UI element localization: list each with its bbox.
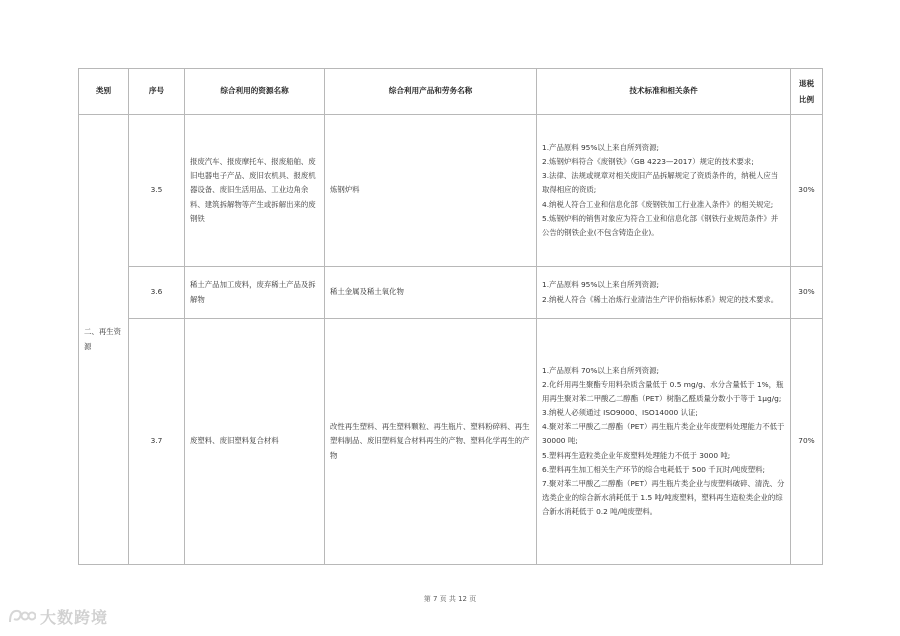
rate-cell: 70% (791, 319, 823, 565)
resource-cell: 稀土产品加工废料，废弃稀土产品及拆解物 (185, 267, 325, 319)
condition-item: 2.纳税人符合《稀土冶炼行业清洁生产评价指标体系》规定的技术要求。 (542, 294, 779, 304)
header-category: 类别 (79, 69, 129, 115)
header-rate-line1: 退税 (798, 78, 815, 88)
condition-item: 1.产品原料 95%以上来自所列资源; (542, 143, 660, 153)
product-cell: 改性再生塑料、再生塑料颗粒、再生瓶片、塑料粉碎料、再生塑料制品、废旧塑料复合材料再生的产物、塑料化学再生的产物 (325, 319, 537, 565)
table-header-row (79, 69, 823, 115)
policy-table (78, 68, 823, 565)
condition-item: 3.纳税人必须通过 ISO9000、ISO14000 认证; (542, 408, 698, 418)
conditions-cell (537, 115, 791, 267)
condition-item: 5.炼钢炉料的销售对象应为符合工业和信息化部《钢铁行业规范条件》并公告的钢铁企业(不包含铸造企业)。 (542, 213, 779, 237)
condition-item: 2.化纤用再生聚酯专用料杂质含量低于 0.5 mg/g、水分含量低于 1%，瓶用再生聚对苯二甲酸乙二醇酯（PET）树脂乙醛质量分数小于等于 1μg/g; (542, 380, 784, 404)
condition-item: 5.塑料再生造粒类企业年废塑料处理能力不低于 3000 吨; (542, 450, 731, 460)
header-standard: 技术标准和相关条件 (537, 69, 791, 115)
product-cell: 炼钢炉料 (325, 115, 537, 267)
rate-cell: 30% (791, 267, 823, 319)
header-serial: 序号 (129, 69, 185, 115)
condition-item: 4.聚对苯二甲酸乙二醇酯（PET）再生瓶片类企业年废塑料处理能力不低于 30000 吨; (542, 422, 785, 446)
resource-cell: 废塑料、废旧塑料复合材料 (185, 319, 325, 565)
condition-item: 7.聚对苯二甲酸乙二醇酯（PET）再生瓶片类企业与废塑料破碎、清洗、分选类企业的综合新水消耗低于 1.5 吨/吨废塑料，塑料再生造粒类企业的综合新水消耗低于 0.2 吨/吨废塑料。 (542, 478, 785, 516)
policy-table-container (78, 68, 822, 565)
condition-item: 2.炼钢炉料符合《废钢铁》（GB 4223—2017）规定的技术要求; (542, 157, 754, 167)
serial-cell: 3.6 (129, 267, 185, 319)
rate-cell: 30% (791, 115, 823, 267)
resource-cell: 报废汽车、报废摩托车、报废船舶、废旧电器电子产品、废旧农机具、报废机器设备、废旧生活用品、工业边角余料、建筑拆解物等产生或拆解出来的废钢铁 (185, 115, 325, 267)
conditions-cell (537, 319, 791, 565)
condition-item: 6.塑料再生加工相关生产环节的综合电耗低于 500 千瓦时/吨废塑料; (542, 464, 765, 474)
condition-item: 3.法律、法规或规章对相关废旧产品拆解规定了资质条件的，纳税人应当取得相应的资质; (542, 171, 779, 195)
condition-item: 4.纳税人符合工业和信息化部《废钢铁加工行业准入条件》的相关规定; (542, 199, 774, 209)
header-rate-line2: 比例 (798, 94, 815, 104)
table-row (79, 267, 823, 319)
watermark (8, 604, 128, 628)
table-row (79, 115, 823, 267)
serial-cell: 3.7 (129, 319, 185, 565)
serial-cell: 3.5 (129, 115, 185, 267)
watermark-logo-icon (8, 607, 36, 625)
condition-item: 1.产品原料 95%以上来自所列资源; (542, 280, 660, 290)
table-row (79, 319, 823, 565)
header-resource: 综合利用的资源名称 (185, 69, 325, 115)
watermark-text: 大数跨境 (40, 607, 109, 627)
category-cell: 二、再生资源 (79, 115, 129, 565)
condition-item: 1.产品原料 70%以上来自所列资源; (542, 366, 660, 376)
conditions-cell (537, 267, 791, 319)
header-product: 综合利用产品和劳务名称 (325, 69, 537, 115)
header-rate (791, 69, 823, 115)
product-cell: 稀土金属及稀土氧化物 (325, 267, 537, 319)
page-number: 第 7 页 共 12 页 (423, 595, 477, 603)
